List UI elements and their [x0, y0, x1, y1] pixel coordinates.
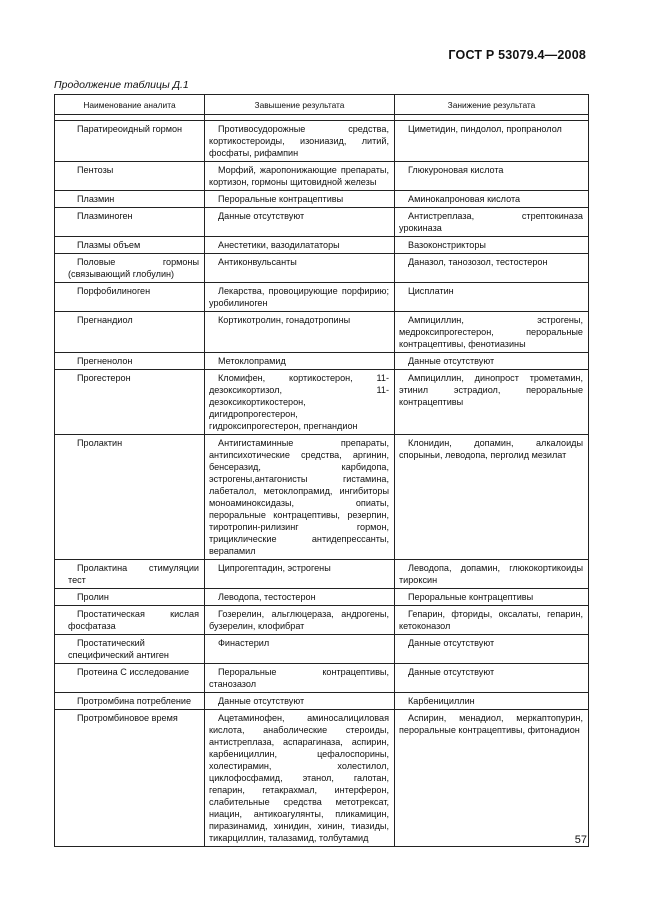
- decrease-cell: [395, 254, 589, 283]
- table-row: [55, 312, 589, 353]
- analyte-cell-text: Простатический специфический антиген: [68, 638, 169, 660]
- increase-cell-text: Ципрогептадин, эстрогены: [218, 563, 331, 573]
- analyte-cell: [55, 121, 205, 162]
- analyte-cell: [55, 435, 205, 560]
- column-header-decrease: Занижение результата: [395, 95, 589, 115]
- increase-cell-text: Лекарства, провоцирующие порфирию; уробилиноген: [209, 286, 389, 308]
- decrease-cell: [395, 162, 589, 191]
- analyte-cell-text: Протромбиновое время: [77, 713, 178, 723]
- decrease-cell-text: Данные отсутствуют: [408, 667, 495, 677]
- table-row: [55, 693, 589, 710]
- increase-cell-text: Противосудорожные средства, кортикостероиды, изониазид, литий, фосфаты, рифампин: [209, 124, 389, 158]
- table-row: [55, 589, 589, 606]
- table-row: [55, 191, 589, 208]
- analyte-cell-text: Прегнандиол: [77, 315, 133, 325]
- increase-cell: [205, 635, 395, 664]
- decrease-cell: [395, 208, 589, 237]
- decrease-cell: [395, 693, 589, 710]
- analyte-cell-text: Пролактин: [77, 438, 123, 448]
- increase-cell-text: Морфий, жаропонижающие препараты, кортизон, гормоны щитовидной железы: [209, 165, 389, 187]
- decrease-cell: [395, 121, 589, 162]
- increase-cell: [205, 710, 395, 847]
- analyte-cell: [55, 162, 205, 191]
- increase-cell: [205, 370, 395, 435]
- decrease-cell-text: Клонидин, допамин, алкалоиды спорыньи, леводопа, перголид мезилат: [399, 438, 583, 460]
- table-row: [55, 254, 589, 283]
- decrease-cell-text: Аминокапроновая кислота: [408, 194, 521, 204]
- table-row: [55, 370, 589, 435]
- increase-cell: [205, 560, 395, 589]
- decrease-cell-text: Цисплатин: [408, 286, 454, 296]
- decrease-cell-text: Ампициллин, динопрост трометамин, этинил эстрадиол, пероральные контрацептивы: [399, 373, 583, 407]
- increase-cell: [205, 191, 395, 208]
- analyte-cell-text: Порфобилиноген: [77, 286, 151, 296]
- decrease-cell: [395, 370, 589, 435]
- decrease-cell: [395, 435, 589, 560]
- increase-cell-text: Пероральные контрацептивы, станозазол: [209, 667, 389, 689]
- analyte-cell-text: Простатическая кислая фосфатаза: [68, 609, 199, 631]
- decrease-cell-text: Данные отсутствуют: [408, 638, 495, 648]
- increase-cell: [205, 283, 395, 312]
- decrease-cell: [395, 312, 589, 353]
- increase-cell: [205, 606, 395, 635]
- analyte-cell: [55, 312, 205, 353]
- table-row: [55, 435, 589, 560]
- table-row: [55, 162, 589, 191]
- standard-header: ГОСТ Р 53079.4—2008: [448, 48, 586, 62]
- analyte-cell: [55, 693, 205, 710]
- table-row: [55, 208, 589, 237]
- increase-cell-text: Антиконвульсанты: [218, 257, 297, 267]
- decrease-cell-text: Гепарин, фториды, оксалаты, гепарин, кетоконазол: [399, 609, 583, 631]
- analyte-cell: [55, 353, 205, 370]
- table-row: [55, 664, 589, 693]
- increase-cell-text: Кломифен, кортикостерон, 11-дезоксикортизол, 11-дезоксикортикостерон, дигидропрогестерон, гидроксипрогестерон, прегнандион: [209, 373, 389, 431]
- increase-cell-text: Леводопа, тестостерон: [218, 592, 316, 602]
- table-row: [55, 121, 589, 162]
- analyte-cell: [55, 254, 205, 283]
- analyte-cell: [55, 635, 205, 664]
- decrease-cell: [395, 560, 589, 589]
- increase-cell-text: Антигистаминные препараты, антипсихотические средства, аргинин, бенсеразид, карбидопа, эстрогены,антагонисты гистамина, лабеталол, метоклопрамид, ингибиторы моноаминоксидазы, опиаты, пероральные контрацептивы, резерпин, тиротропин-рилизинг гормон, трициклические антидепрессанты, верапамил: [209, 438, 389, 556]
- increase-cell: [205, 664, 395, 693]
- decrease-cell-text: Ампициллин, эстрогены, медроксипрогестерон, пероральные контрацептивы, фенотиазины: [399, 315, 583, 349]
- table-row: [55, 237, 589, 254]
- analyte-cell: [55, 664, 205, 693]
- decrease-cell-text: Аспирин, менадиол, меркаптопурин, пероральные контрацептивы, фитонадион: [399, 713, 583, 735]
- decrease-cell-text: Пероральные контрацептивы: [408, 592, 534, 602]
- decrease-cell-text: Карбенициллин: [408, 696, 475, 706]
- decrease-cell: [395, 283, 589, 312]
- decrease-cell: [395, 710, 589, 847]
- analyte-table: [54, 94, 589, 847]
- analyte-cell-text: Протромбина потребление: [77, 696, 192, 706]
- increase-cell: [205, 435, 395, 560]
- increase-cell: [205, 237, 395, 254]
- page-number: 57: [574, 834, 587, 846]
- analyte-cell-text: Паратиреоидный гормон: [77, 124, 183, 134]
- increase-cell-text: Данные отсутствуют: [218, 211, 305, 221]
- table-row: [55, 560, 589, 589]
- table-header-row: [55, 95, 589, 115]
- analyte-cell-text: Плазминоген: [77, 211, 133, 221]
- column-header-analyte: Наименование аналита: [55, 95, 205, 115]
- analyte-cell-text: Пролин: [77, 592, 109, 602]
- increase-cell: [205, 254, 395, 283]
- increase-cell-text: Данные отсутствуют: [218, 696, 305, 706]
- decrease-cell-text: Данные отсутствуют: [408, 356, 495, 366]
- decrease-cell: [395, 237, 589, 254]
- analyte-cell-text: Пролактина стимуляции тест: [68, 563, 199, 585]
- decrease-cell: [395, 606, 589, 635]
- decrease-cell: [395, 589, 589, 606]
- table-row: [55, 635, 589, 664]
- decrease-cell-text: Глюкуроновая кислота: [408, 165, 504, 175]
- analyte-cell-text: Протеина С исследование: [77, 667, 189, 677]
- analyte-cell: [55, 710, 205, 847]
- increase-cell: [205, 589, 395, 606]
- increase-cell: [205, 312, 395, 353]
- analyte-cell: [55, 560, 205, 589]
- analyte-cell: [55, 208, 205, 237]
- decrease-cell: [395, 664, 589, 693]
- analyte-cell: [55, 237, 205, 254]
- increase-cell: [205, 162, 395, 191]
- analyte-cell-text: Пентозы: [77, 165, 114, 175]
- decrease-cell-text: Вазоконстрикторы: [408, 240, 486, 250]
- decrease-cell-text: Даназол, танозозол, тестостерон: [408, 257, 548, 267]
- decrease-cell-text: Циметидин, пиндолол, пропранолол: [408, 124, 562, 134]
- increase-cell-text: Финастерил: [218, 638, 270, 648]
- decrease-cell: [395, 191, 589, 208]
- increase-cell-text: Гозерелин, альглюцераза, андрогены, бузерелин, клофибрат: [209, 609, 389, 631]
- table-row: [55, 283, 589, 312]
- increase-cell-text: Кортикотролин, гонадотропины: [218, 315, 351, 325]
- analyte-cell-text: Плазмин: [77, 194, 115, 204]
- increase-cell-text: Ацетаминофен, аминосалициловая кислота, анаболические стероиды, антистреплаза, аспарагиназа, аспирин, карбенициллин, цефалоспорины, холестирамин, холестилол, циклофосфамид, этанол, галотан, гепарин, гетакрахмал, интерферон, слабительные средства метотрексат, ниацин, антикоагулянты, пликамицин, пиразинамид, хинидин, хинин, тиазиды, тикарциллин, талазамид, толбутамид: [209, 713, 389, 843]
- table-row: [55, 353, 589, 370]
- column-header-increase: Завышение результата: [205, 95, 395, 115]
- increase-cell: [205, 353, 395, 370]
- increase-cell: [205, 693, 395, 710]
- increase-cell-text: Метоклопрамид: [218, 356, 286, 366]
- analyte-cell: [55, 283, 205, 312]
- analyte-cell-text: Прегненолон: [77, 356, 133, 366]
- analyte-cell-text: Плазмы объем: [77, 240, 141, 250]
- decrease-cell: [395, 635, 589, 664]
- analyte-cell: [55, 589, 205, 606]
- decrease-cell-text: Антистреплаза, стрептокиназа урокиназа: [399, 211, 583, 233]
- table-row: [55, 606, 589, 635]
- decrease-cell-text: Леводопа, допамин, глюкокортикоиды тироксин: [399, 563, 583, 585]
- increase-cell: [205, 121, 395, 162]
- analyte-cell: [55, 191, 205, 208]
- analyte-cell: [55, 606, 205, 635]
- table-caption: Продолжение таблицы Д.1: [54, 79, 189, 91]
- table-row: [55, 710, 589, 847]
- analyte-cell-text: Прогестерон: [77, 373, 131, 383]
- analyte-cell-text: Половые гормоны (связывающий глобулин): [68, 257, 199, 279]
- analyte-cell: [55, 370, 205, 435]
- increase-cell: [205, 208, 395, 237]
- increase-cell-text: Анестетики, вазодилататоры: [218, 240, 340, 250]
- decrease-cell: [395, 353, 589, 370]
- increase-cell-text: Пероральные контрацептивы: [218, 194, 344, 204]
